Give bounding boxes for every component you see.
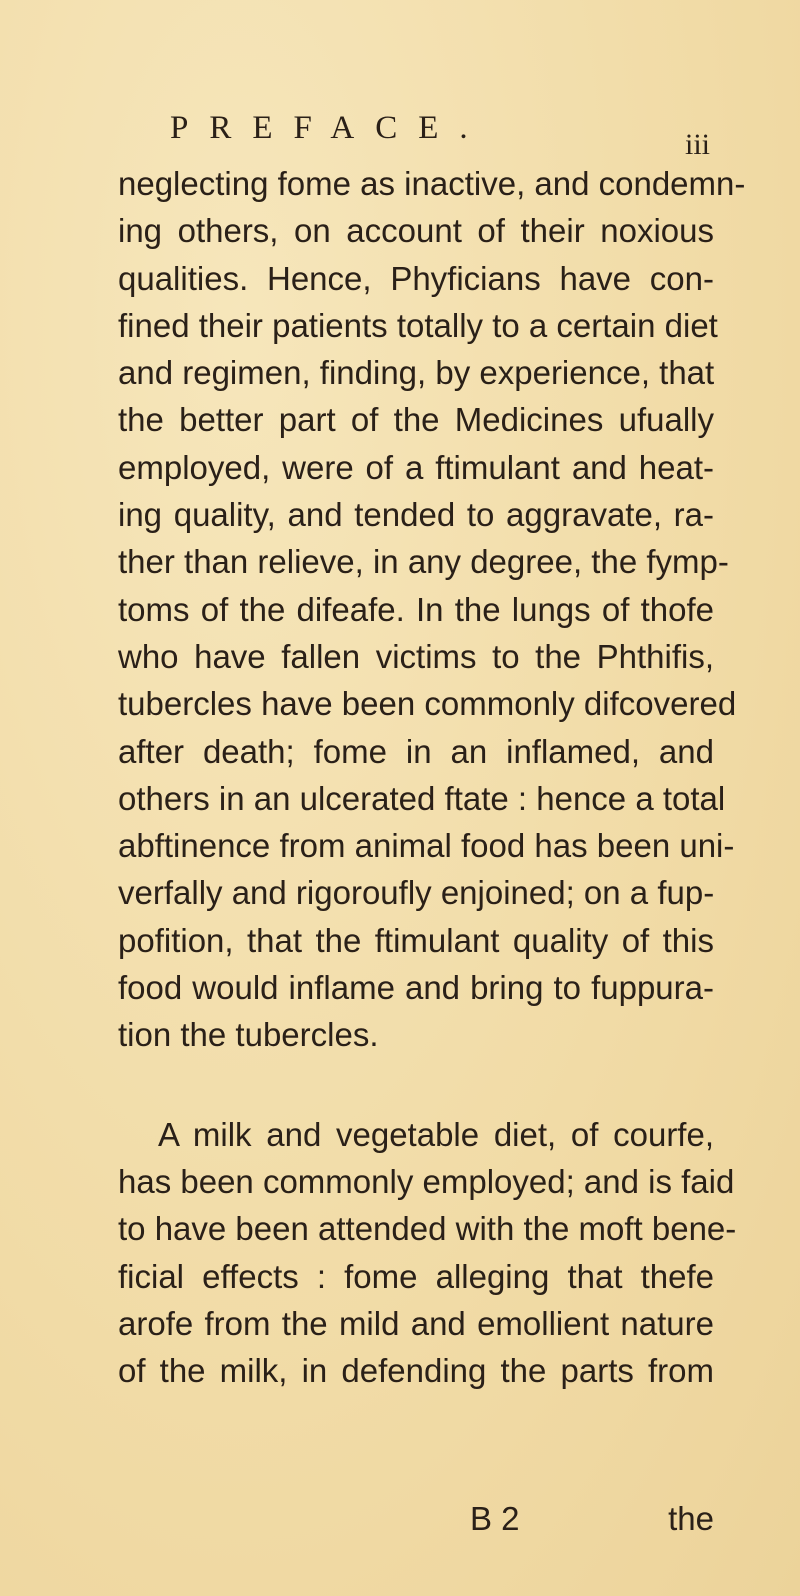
page-footer bbox=[118, 1500, 714, 1550]
text-line: food would inflame and bring to fuppura- bbox=[118, 969, 714, 1007]
text-line: and regimen, finding, by experience, that bbox=[118, 354, 715, 392]
running-head: PREFACE. bbox=[170, 110, 489, 146]
text-line: neglecting fome as inactive, and condemn- bbox=[118, 165, 746, 202]
text-line: abftinence from animal food has been uni- bbox=[118, 827, 735, 865]
text-line: ficial effects : fome alleging that thefe bbox=[118, 1257, 714, 1295]
text-line: to have been attended with the moft bene- bbox=[118, 1210, 737, 1248]
text-line: ther than relieve, in any degree, the fymp- bbox=[118, 543, 729, 581]
text-line: A milk and vegetable diet, of courfe, bbox=[158, 1115, 714, 1153]
paragraph-gap bbox=[118, 1059, 714, 1111]
paragraph-2 bbox=[118, 1111, 737, 1395]
text-line: others in an ulcerated ftate : hence a total bbox=[118, 779, 726, 817]
text-line: after death; fome in an inflamed, and bbox=[118, 732, 714, 770]
catchword: the bbox=[668, 1500, 714, 1537]
text-line: who have fallen victims to the Phthifis, bbox=[118, 637, 714, 675]
text-line: tion the tubercles. bbox=[118, 1016, 379, 1054]
page-number: iii bbox=[684, 128, 710, 161]
text-line: fined their patients totally to a certain diet bbox=[118, 306, 718, 344]
text-line: qualities. Hence, Phyficians have con- bbox=[118, 259, 714, 297]
text-line: the better part of the Medicines ufually bbox=[118, 401, 714, 439]
text-line: ing others, on account of their noxious bbox=[118, 212, 714, 250]
signature-mark: B 2 bbox=[470, 1500, 520, 1537]
text-line: ing quality, and tended to aggravate, ra- bbox=[118, 496, 714, 534]
text-line: has been commonly employed; and is faid bbox=[118, 1162, 735, 1200]
text-line: arofe from the mild and emollient nature bbox=[118, 1304, 714, 1342]
text-line: pofition, that the ftimulant quality of this bbox=[118, 921, 714, 959]
text-line: of the milk, in defending the parts from bbox=[118, 1352, 714, 1390]
paragraph-1 bbox=[118, 160, 746, 1059]
text-line: employed, were of a ftimulant and heat- bbox=[118, 448, 714, 486]
text-line: tubercles have been commonly difcovered bbox=[118, 685, 737, 723]
text-line: toms of the difeafe. In the lungs of thofe bbox=[118, 590, 714, 628]
text-line: verfally and rigoroufly enjoined; on a fup- bbox=[118, 874, 715, 912]
body-text bbox=[118, 160, 746, 1394]
